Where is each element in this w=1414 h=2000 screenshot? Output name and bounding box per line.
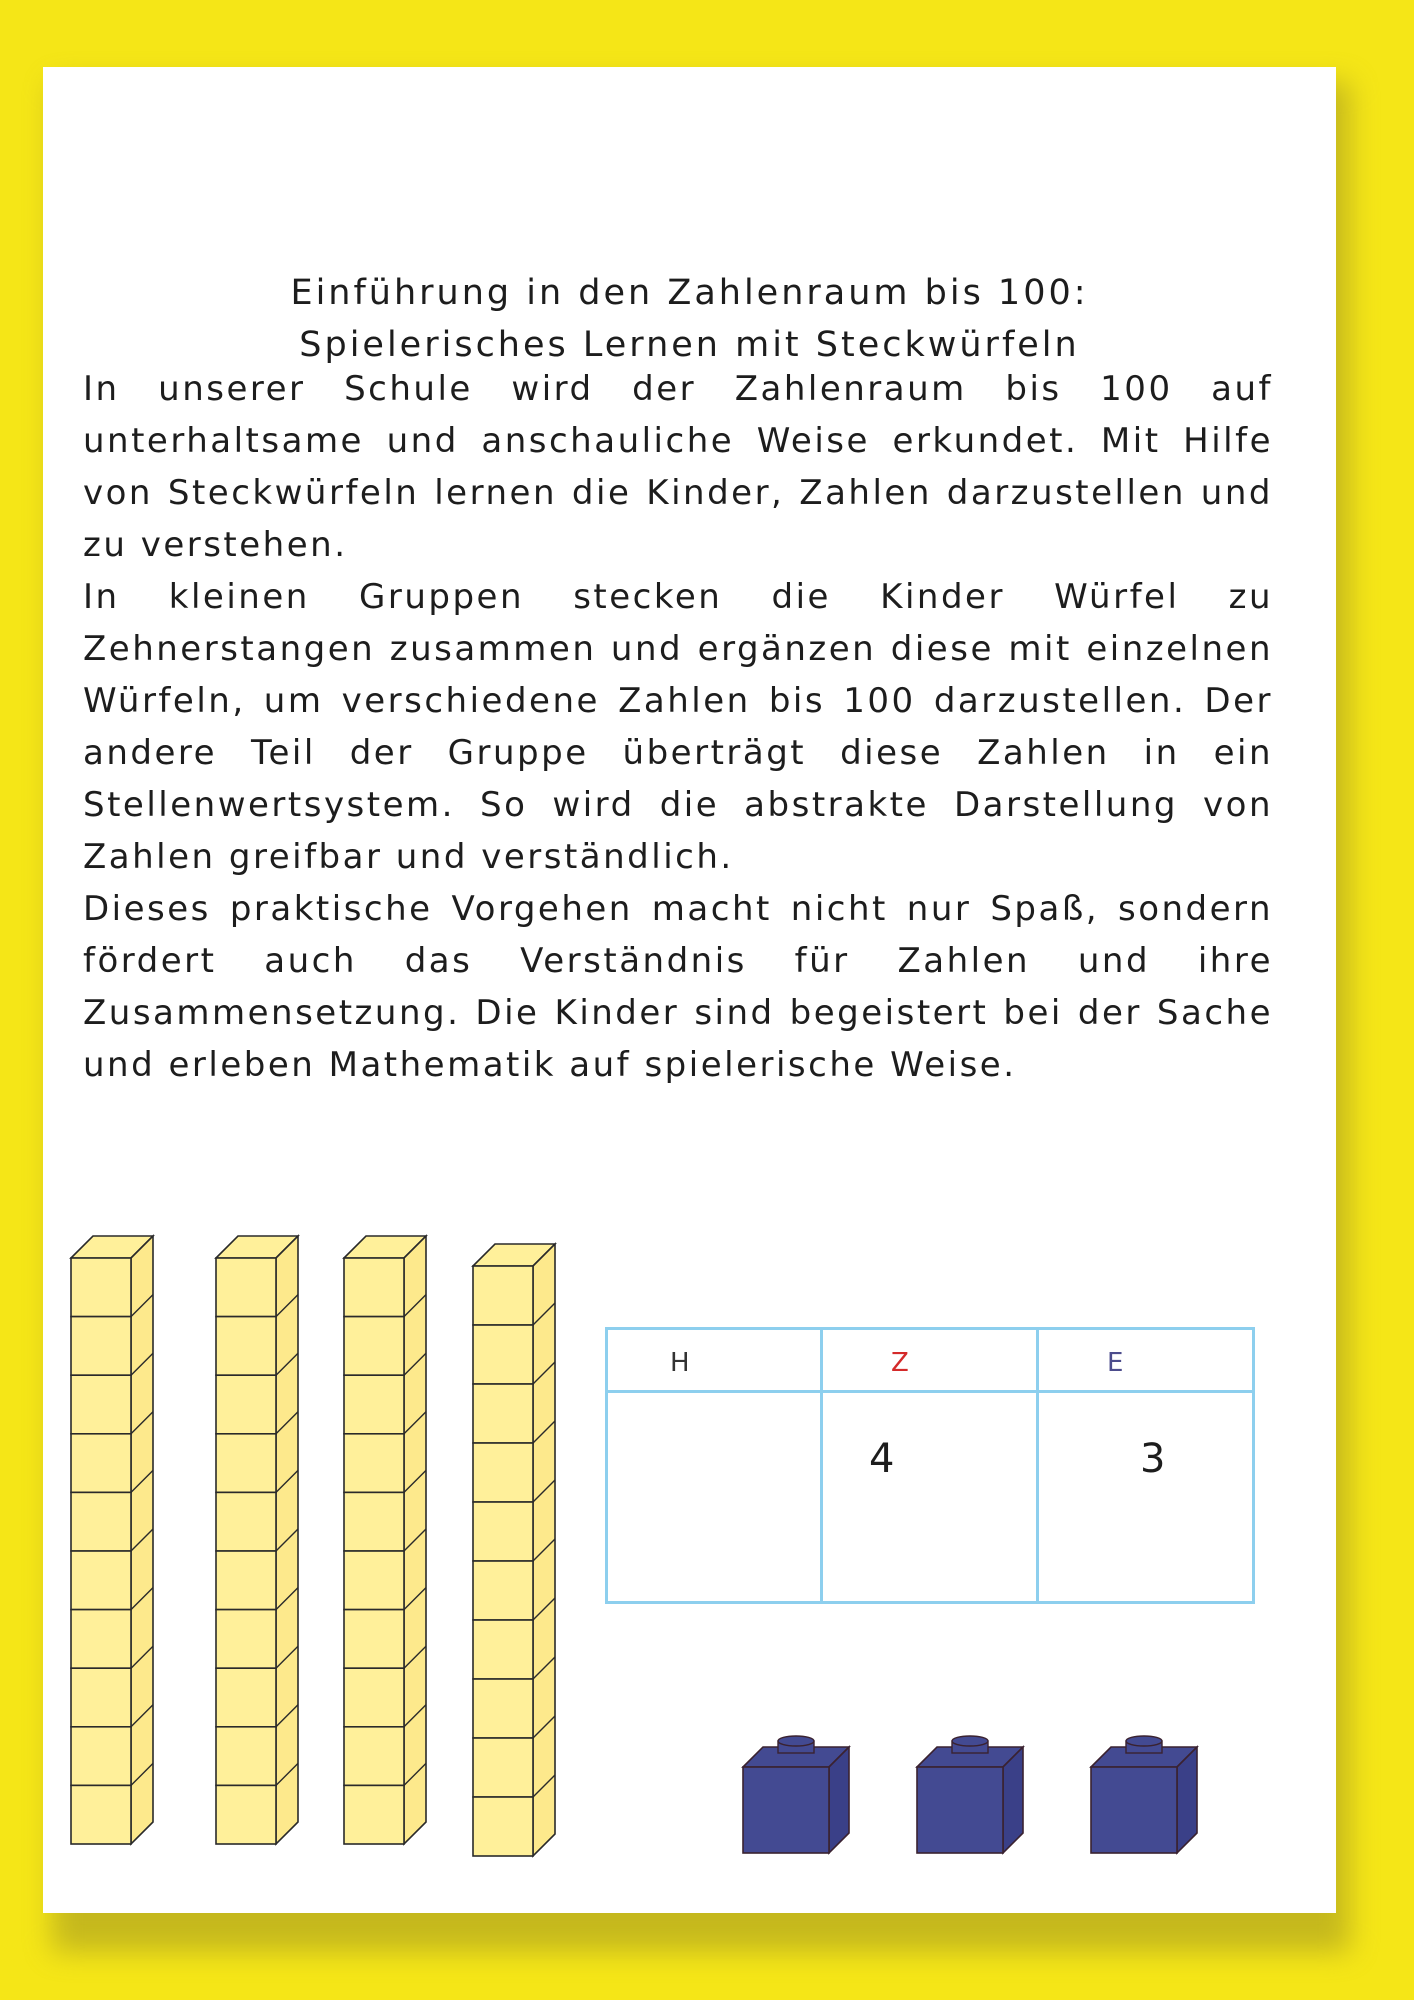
paragraph-benefits: Dieses praktische Vorgehen macht nicht nur Spaß, sondern fördert auch das Verständnis für Zahlen und ihre Zusammensetzung. Die Kinder sind begeistert bei der Sache und erleben Mathematik auf spielerische Weise. (83, 889, 1273, 1085)
cube-front-face (917, 1767, 1003, 1853)
header-ones: E (1107, 1348, 1125, 1378)
single-cube (917, 1736, 1023, 1853)
worksheet-page (43, 67, 1336, 1913)
rod-cube (71, 1668, 131, 1727)
rod-cube (344, 1727, 404, 1786)
rod-cube (473, 1679, 533, 1738)
rod-cube (473, 1266, 533, 1325)
rod-cube (216, 1434, 276, 1493)
cube-stud-top (952, 1736, 988, 1746)
rod-cube (216, 1610, 276, 1669)
rod-cube (216, 1317, 276, 1376)
rod-cube (473, 1443, 533, 1502)
single-cube (743, 1736, 849, 1853)
header-tens: Z (891, 1348, 910, 1378)
rod-cube (344, 1434, 404, 1493)
ten-rods-group (71, 1236, 555, 1856)
title-line-1: Einführung in den Zahlenraum bis 100: (290, 273, 1089, 313)
rod-cube (473, 1325, 533, 1384)
header-hundreds: H (670, 1348, 691, 1378)
rod-cube (216, 1258, 276, 1317)
rod-cube (71, 1551, 131, 1610)
rod-cube (71, 1610, 131, 1669)
rod-cube (344, 1551, 404, 1610)
rod-cube (71, 1492, 131, 1551)
rod-cube (344, 1492, 404, 1551)
place-value-table (605, 1327, 1255, 1604)
rod-cube (216, 1492, 276, 1551)
cube-side-face (1003, 1747, 1023, 1853)
rod-cube (216, 1375, 276, 1434)
rod-cube (71, 1375, 131, 1434)
cube-stud-top (778, 1736, 814, 1746)
rod-cube (344, 1375, 404, 1434)
ten-rod (216, 1236, 298, 1844)
rod-cube (473, 1561, 533, 1620)
value-ones: 3 (1140, 1436, 1166, 1482)
rod-cube (216, 1785, 276, 1844)
rod-cube (473, 1738, 533, 1797)
cube-front-face (743, 1767, 829, 1853)
rod-cube (473, 1797, 533, 1856)
ten-rod (473, 1244, 555, 1856)
paragraph-intro: In unserer Schule wird der Zahlenraum bis 100 auf unterhaltsame und anschauliche Weise erkundet. Mit Hilfe von Steckwürfeln lernen die Kinder, Zahlen darzustellen und zu verstehen. (83, 369, 1273, 565)
column-divider (1036, 1330, 1039, 1601)
place-value-header-row (608, 1330, 1252, 1393)
cube-front-face (1091, 1767, 1177, 1853)
ten-rod (71, 1236, 153, 1844)
rod-cube (71, 1434, 131, 1493)
cube-stud-top (1126, 1736, 1162, 1746)
single-cubes-group (743, 1736, 1197, 1853)
rod-cube (216, 1551, 276, 1610)
rod-cube (71, 1785, 131, 1844)
column-divider (820, 1330, 823, 1601)
rod-cube (216, 1727, 276, 1786)
ten-rod (344, 1236, 426, 1844)
title-line-2: Spielerisches Lernen mit Steckwürfeln (299, 325, 1080, 365)
rod-cube (344, 1258, 404, 1317)
manipulatives-illustration (43, 67, 1336, 1913)
paragraph-activity: In kleinen Gruppen stecken die Kinder Würfel zu Zehnerstangen zusammen und ergänzen diese mit einzelnen Würfeln, um verschiedene Zahlen bis 100 darzustellen. Der andere Teil der Gruppe überträgt diese Zahlen in ein Stellenwertsystem. So wird die abstrakte Darstellung von Zahlen greifbar und verständlich. (83, 577, 1273, 877)
rod-cube (71, 1317, 131, 1376)
rod-cube (473, 1620, 533, 1679)
rod-cube (344, 1668, 404, 1727)
rod-cube (344, 1317, 404, 1376)
rod-cube (473, 1502, 533, 1561)
cube-side-face (1177, 1747, 1197, 1853)
single-cube (1091, 1736, 1197, 1853)
rod-cube (344, 1610, 404, 1669)
rod-cube (473, 1384, 533, 1443)
rod-cube (71, 1258, 131, 1317)
value-tens: 4 (869, 1436, 895, 1482)
rod-cube (344, 1785, 404, 1844)
rod-cube (71, 1727, 131, 1786)
cube-side-face (829, 1747, 849, 1853)
rod-cube (216, 1668, 276, 1727)
